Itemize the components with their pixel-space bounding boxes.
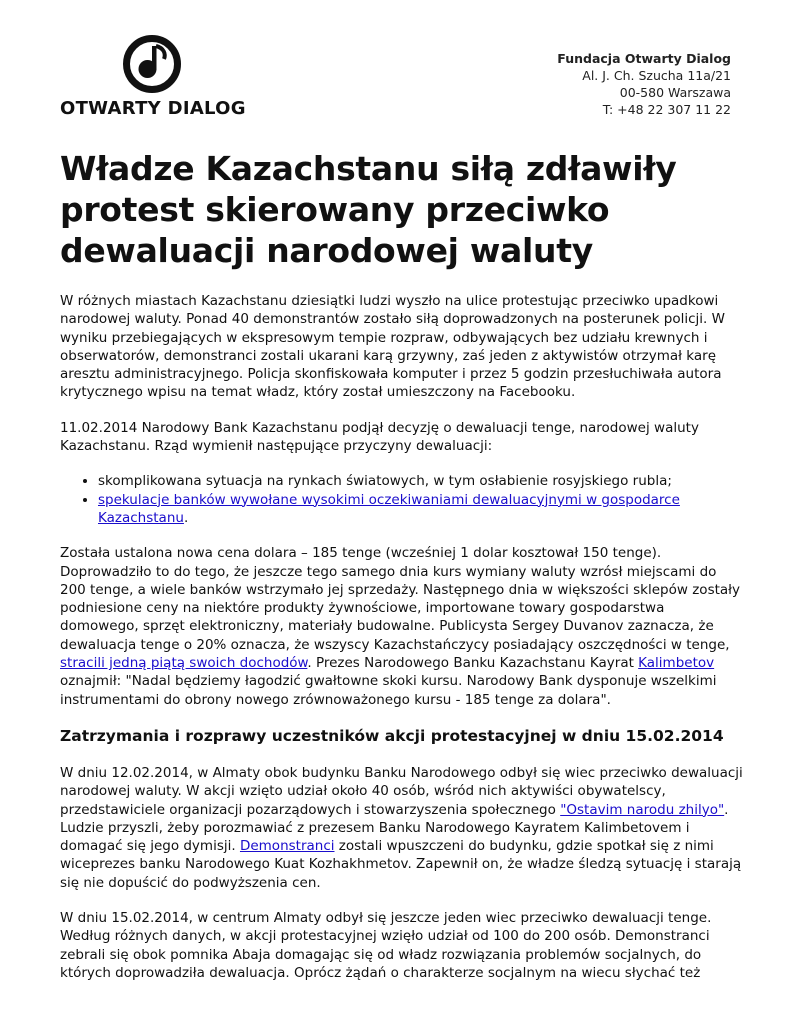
contact-block [557,50,731,118]
paragraph-second-rally: W dniu 15.02.2014, w centrum Almaty odbył się jeszcze jeden wiec przeciwko dewaluacji tenge. Według różnych danych, w akcji protestacyjnej wzięło udział od 100 do 200 osób. Demonstranci zebrali się obok pomnika Abaja domagając się od władz rozwiązania problemów socjalnych, do których doprowadziła dewaluacja. Oprócz żądań o charakterze socjalnym na wiecu słychać też [60,910,712,981]
paragraph-text: Została ustalona nowa cena dolara – 185 tenge (wcześniej 1 dolar kosztował 150 tenge). Doprowadziło to do tego, że jeszcze tego samego dnia kurs wymiany waluty wzrósł miejscami do 200 tenge, a wiele banków wstrzymało jej sprzedaży. Następnego dnia w większości sklepów zostały podniesione ceny na niektóre produkty żywnościowe, importowane towary gospodarstwa domowego, sprzęt elektroniczny, materiały budowalne. Publicysta Sergey Duvanov zaznacza, że dewaluacja tenge o 20% oznacza, że wszyscy Kazachstańczycy posiadający oszczędności w tenge, [60,545,740,653]
paragraph-devaluation-decision: 11.02.2014 Narodowy Bank Kazachstanu podjął decyzję o dewaluacji tenge, narodowej waluty Kazachstanu. Rząd wymienił następujące przyczyny dewaluacji: [60,419,699,455]
list-item [98,491,746,528]
paragraph-almaty-rally [60,764,746,892]
phone-number: T: +48 22 307 11 22 [602,102,731,117]
list-item [98,472,746,490]
article-body [60,292,746,999]
organization-name: Fundacja Otwarty Dialog [557,51,731,66]
list-item-end: . [183,509,189,526]
paragraph-text: oznajmił: "Nadal będziemy łagodzić gwałtowne skoki kursu. Narodowy Bank dysponuje wszelkimi instrumentami do obrony nowego zrównoważonego kursu - 185 tenge za dolara". [60,673,717,708]
logo-wordmark: OTWARTY DIALOG [60,98,246,119]
paragraph-intro: W różnych miastach Kazachstanu dziesiątki ludzi wyszło na ulice protestując przeciwko upadkowi narodowej waluty. Ponad 40 demonstrantów zostało siłą doprowadzonych na posterunek policji. W wyniku przebiegających w ekspresowym tempie rozpraw, odbywających bez udziału krewnych i obserwatorów, demonstranci zostali ukarani karą grzywny, zaś jeden z aktywistów otrzymał karę aresztu administracyjnego. Policja skonfiskowała komputer i przez 5 godzin przesłuchiwała autora krytycznego wpisu na temat władz, który został umieszczony na Facebooku. [60,293,725,401]
section-heading: Zatrzymania i rozprawy uczestników akcji protestacyjnej w dniu 15.02.2014 [60,726,724,745]
income-loss-link[interactable]: stracili jedną piątą swoich dochodów [60,655,308,672]
address-line-2: 00-580 Warszawa [619,85,731,100]
article-title: Władze Kazachstanu siłą zdławiły protest skierowany przeciwko dewaluacji narodowej waluty [60,149,677,270]
paragraph-new-exchange-rate [60,544,746,709]
address-line-1: Al. J. Ch. Szucha 11a/21 [582,68,731,83]
ostavim-narodu-zhilyo-link[interactable]: "Ostavim narodu zhilyo" [560,801,725,818]
bank-speculation-link[interactable]: spekulacje banków wywołane wysokimi oczekiwaniami dewaluacyjnymi w gospodarce Kazachstanu [98,491,680,526]
otwarty-dialog-logo-mark-icon [122,34,182,94]
list-item-text: skomplikowana sytuacja na rynkach światowych, w tym osłabienie rosyjskiego rubla; [98,473,672,490]
paragraph-text: zostali wpuszczeni do budynku, gdzie spotkał się z nimi wiceprezes banku Narodowego Kuat Kozhakhmetov. Zapewnił on, że władze śledzą sytuację i starają się nie dopuścić do podwyższenia cen. [60,838,742,891]
paragraph-text: . Prezes Narodowego Banku Kazachstanu Kayrat [307,655,639,672]
paragraph-text: W dniu 12.02.2014, w Almaty obok budynku Banku Narodowego odbył się wiec przeciwko dewaluacji narodowej waluty. W akcji wzięto udział około 40 osób, wśród nich aktywiści obywatelscy, przedstawiciele organizacji pozarządowych i stowarzyszenia społecznego [60,764,743,818]
paragraph-text: . Ludzie przyszli, żeby porozmawiać z prezesem Banku Narodowego Kayratem Kalimbetovem i domagać się jego dymisji. [60,801,729,855]
otwarty-dialog-logo [60,34,250,124]
kalimbetov-link[interactable]: Kalimbetov [638,655,715,672]
devaluation-reasons-list [60,472,746,527]
demonstrators-link[interactable]: Demonstranci [239,838,335,855]
